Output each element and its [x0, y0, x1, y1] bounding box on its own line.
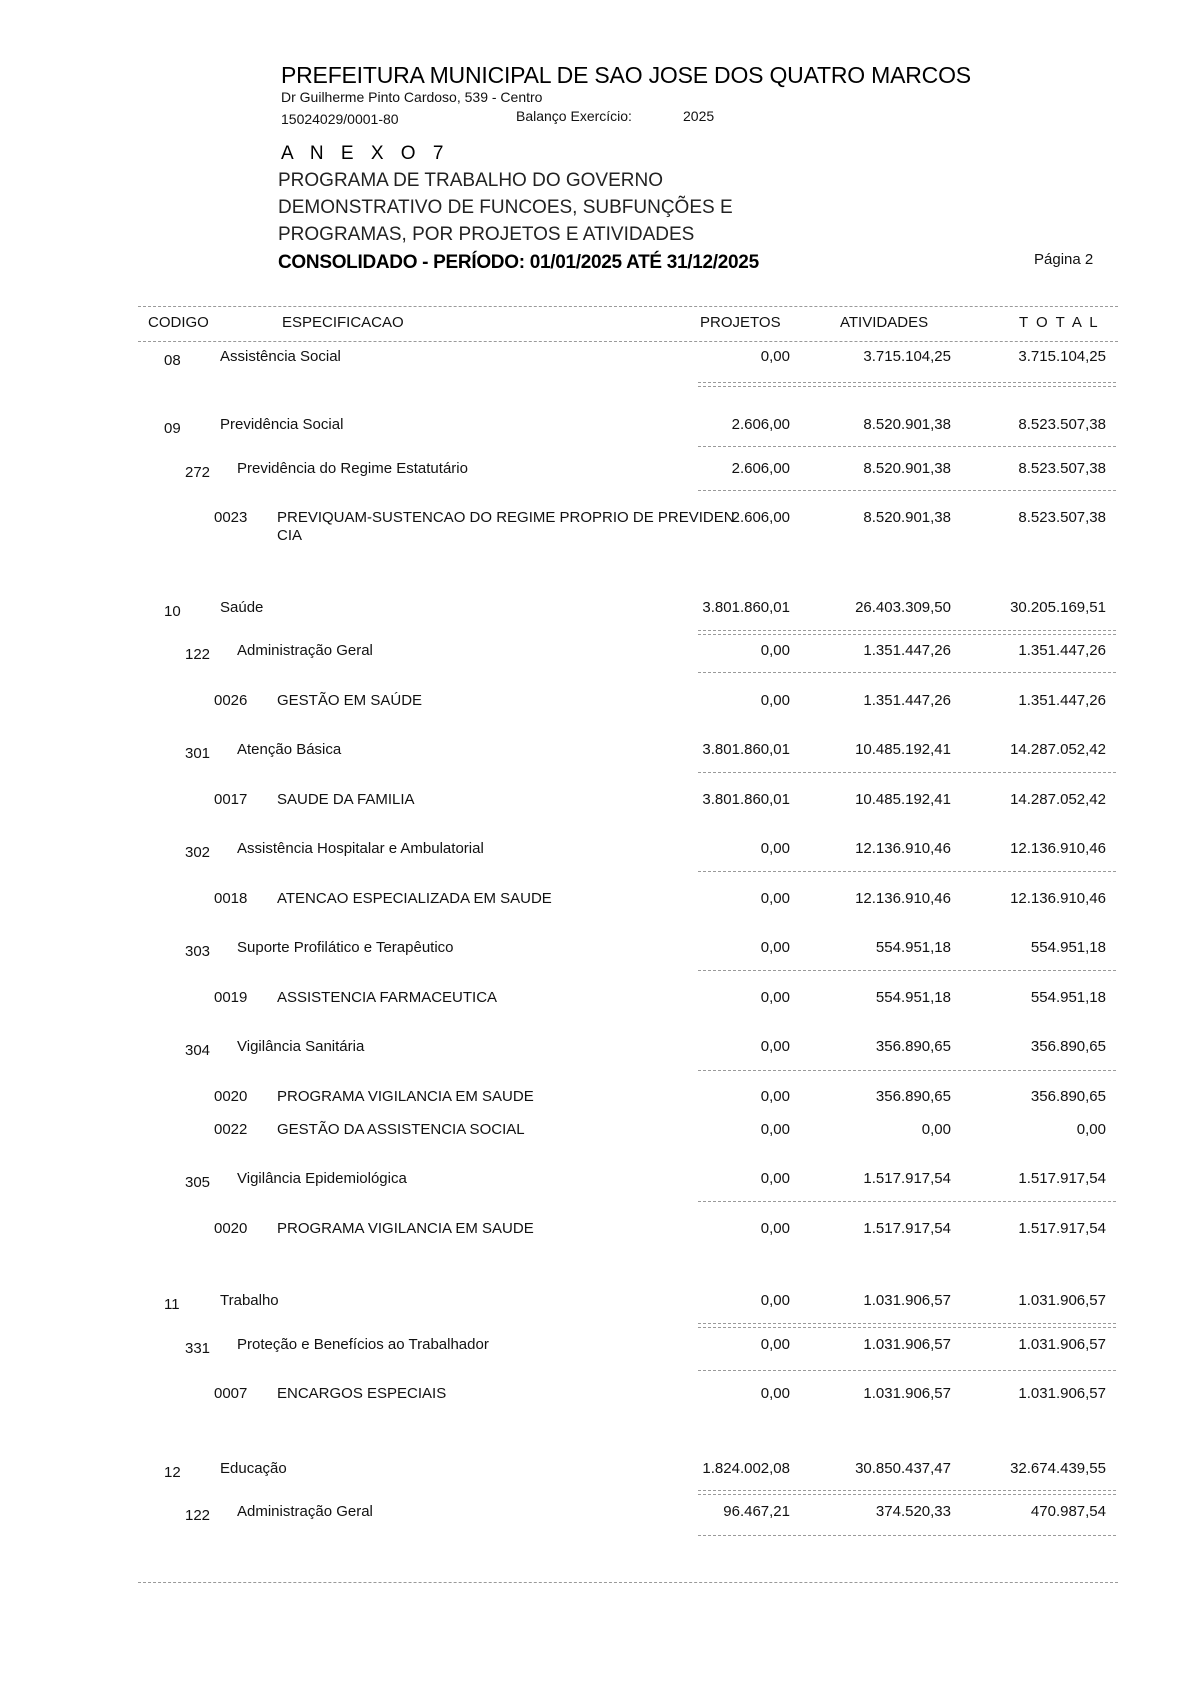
- row-projects-value: 0,00: [760, 348, 790, 365]
- row-code: 0020: [214, 1088, 248, 1105]
- row-activities-value: 3.715.104,25: [863, 348, 951, 365]
- row-activities-value: 554.951,18: [875, 989, 951, 1006]
- row-activities-value: 1.031.906,57: [863, 1292, 951, 1309]
- row-projects-value: 0,00: [760, 1385, 790, 1402]
- balance-label: Balanço Exercício:: [516, 108, 632, 124]
- org-cnpj: 15024029/0001-80: [281, 111, 399, 127]
- row-projects-value: 0,00: [760, 642, 790, 659]
- row-divider: [698, 970, 1116, 971]
- row-activities-value: 0,00: [921, 1121, 951, 1138]
- row-total-value: 8.523.507,38: [1018, 509, 1106, 526]
- row-total-value: 12.136.910,46: [1010, 840, 1106, 857]
- row-description: PREVIQUAM-SUSTENCAO DO REGIME PROPRIO DE PREVIDEN: [277, 509, 735, 526]
- row-total-value: 30.205.169,51: [1010, 599, 1106, 616]
- row-total-value: 1.031.906,57: [1018, 1385, 1106, 1402]
- row-projects-value: 3.801.860,01: [702, 741, 790, 758]
- row-activities-value: 8.520.901,38: [863, 416, 951, 433]
- row-description: Proteção e Benefícios ao Trabalhador: [237, 1336, 489, 1353]
- row-code: 305: [185, 1174, 211, 1191]
- row-divider: [698, 490, 1116, 491]
- balance-year: 2025: [683, 108, 715, 124]
- row-total-value: 470.987,54: [1030, 1503, 1106, 1520]
- row-description: Educação: [220, 1460, 287, 1477]
- row-activities-value: 10.485.192,41: [855, 791, 951, 808]
- row-divider: [698, 1535, 1116, 1536]
- row-total-value: 32.674.439,55: [1010, 1460, 1106, 1477]
- row-activities-value: 8.520.901,38: [863, 460, 951, 477]
- col-header-projects: PROJETOS: [700, 314, 781, 331]
- subtitle-line-1: PROGRAMA DE TRABALHO DO GOVERNO: [278, 170, 664, 191]
- row-activities-value: 356.890,65: [875, 1038, 951, 1055]
- row-divider: [698, 772, 1116, 773]
- row-description: Assistência Hospitalar e Ambulatorial: [237, 840, 484, 857]
- row-total-value: 1.517.917,54: [1018, 1220, 1106, 1237]
- row-projects-value: 0,00: [760, 1220, 790, 1237]
- row-activities-value: 1.031.906,57: [863, 1336, 951, 1353]
- row-total-value: 554.951,18: [1030, 939, 1106, 956]
- row-projects-value: 2.606,00: [731, 509, 790, 526]
- row-code: 0022: [214, 1121, 248, 1138]
- row-activities-value: 1.517.917,54: [863, 1170, 951, 1187]
- col-header-code: CODIGO: [148, 314, 209, 331]
- row-projects-value: 1.824.002,08: [702, 1460, 790, 1477]
- row-projects-value: 96.467,21: [723, 1503, 790, 1520]
- row-activities-value: 356.890,65: [875, 1088, 951, 1105]
- row-total-value: 8.523.507,38: [1018, 460, 1106, 477]
- row-code: 331: [185, 1340, 211, 1357]
- row-projects-value: 0,00: [760, 692, 790, 709]
- row-description: Previdência do Regime Estatutário: [237, 460, 468, 477]
- row-divider: [698, 1323, 1116, 1324]
- col-header-total: T O T A L: [1019, 314, 1100, 331]
- row-activities-value: 1.517.917,54: [863, 1220, 951, 1237]
- row-description: ATENCAO ESPECIALIZADA EM SAUDE: [277, 890, 552, 907]
- row-divider-double: [698, 634, 1116, 635]
- row-total-value: 356.890,65: [1030, 1038, 1106, 1055]
- footer-divider: [138, 1582, 1118, 1583]
- row-projects-value: 2.606,00: [731, 460, 790, 477]
- row-description: ENCARGOS ESPECIAIS: [277, 1385, 447, 1402]
- col-header-activities: ATIVIDADES: [840, 314, 929, 331]
- row-projects-value: 0,00: [760, 1121, 790, 1138]
- row-description-cont: CIA: [277, 527, 303, 544]
- col-header-spec: ESPECIFICACAO: [282, 314, 404, 331]
- row-total-value: 3.715.104,25: [1018, 348, 1106, 365]
- row-projects-value: 0,00: [760, 840, 790, 857]
- row-projects-value: 3.801.860,01: [702, 599, 790, 616]
- row-activities-value: 1.031.906,57: [863, 1385, 951, 1402]
- row-total-value: 8.523.507,38: [1018, 416, 1106, 433]
- row-divider-double: [698, 386, 1116, 387]
- row-total-value: 1.351.447,26: [1018, 642, 1106, 659]
- row-divider: [698, 1070, 1116, 1071]
- row-divider: [698, 871, 1116, 872]
- row-projects-value: 0,00: [760, 1292, 790, 1309]
- row-activities-value: 12.136.910,46: [855, 840, 951, 857]
- row-total-value: 356.890,65: [1030, 1088, 1106, 1105]
- row-divider: [698, 1490, 1116, 1491]
- annex-title: A N E X O 7: [281, 143, 450, 164]
- row-description: GESTÃO DA ASSISTENCIA SOCIAL: [277, 1121, 525, 1138]
- header-top-divider: [138, 306, 1118, 307]
- row-description: ASSISTENCIA FARMACEUTICA: [277, 989, 498, 1006]
- row-activities-value: 26.403.309,50: [855, 599, 951, 616]
- row-total-value: 1.351.447,26: [1018, 692, 1106, 709]
- row-activities-value: 1.351.447,26: [863, 692, 951, 709]
- row-code: 09: [164, 420, 181, 437]
- row-activities-value: 10.485.192,41: [855, 741, 951, 758]
- row-description: GESTÃO EM SAÚDE: [277, 692, 423, 709]
- row-projects-value: 0,00: [760, 989, 790, 1006]
- row-total-value: 554.951,18: [1030, 989, 1106, 1006]
- row-description: Suporte Profilático e Terapêutico: [237, 939, 454, 956]
- row-code: 301: [185, 745, 211, 762]
- org-address: Dr Guilherme Pinto Cardoso, 539 - Centro: [281, 89, 543, 105]
- row-total-value: 1.517.917,54: [1018, 1170, 1106, 1187]
- row-code: 10: [164, 603, 181, 620]
- row-activities-value: 1.351.447,26: [863, 642, 951, 659]
- row-divider: [698, 672, 1116, 673]
- row-projects-value: 0,00: [760, 939, 790, 956]
- row-divider: [698, 446, 1116, 447]
- row-code: 122: [185, 1507, 211, 1524]
- row-divider-double: [698, 1327, 1116, 1328]
- row-code: 0007: [214, 1385, 248, 1402]
- row-description: Assistência Social: [220, 348, 341, 365]
- row-projects-value: 0,00: [760, 890, 790, 907]
- row-projects-value: 0,00: [760, 1038, 790, 1055]
- row-activities-value: 30.850.437,47: [855, 1460, 951, 1477]
- row-description: Previdência Social: [220, 416, 344, 433]
- row-description: Vigilância Sanitária: [237, 1038, 365, 1055]
- row-total-value: 0,00: [1076, 1121, 1106, 1138]
- subtitle-line-2: DEMONSTRATIVO DE FUNCOES, SUBFUNÇÕES E: [278, 197, 733, 218]
- row-total-value: 12.136.910,46: [1010, 890, 1106, 907]
- row-code: 12: [164, 1464, 181, 1481]
- row-code: 0018: [214, 890, 248, 907]
- row-code: 11: [164, 1296, 180, 1313]
- row-description: PROGRAMA VIGILANCIA EM SAUDE: [277, 1220, 534, 1237]
- row-projects-value: 2.606,00: [731, 416, 790, 433]
- row-code: 122: [185, 646, 211, 663]
- row-projects-value: 3.801.860,01: [702, 791, 790, 808]
- row-divider: [698, 630, 1116, 631]
- row-code: 302: [185, 844, 211, 861]
- row-description: Trabalho: [220, 1292, 279, 1309]
- row-code: 0019: [214, 989, 248, 1006]
- row-activities-value: 8.520.901,38: [863, 509, 951, 526]
- row-divider: [698, 1201, 1116, 1202]
- row-description: Atenção Básica: [237, 741, 342, 758]
- row-projects-value: 0,00: [760, 1336, 790, 1353]
- row-divider: [698, 1370, 1116, 1371]
- row-code: 303: [185, 943, 211, 960]
- row-activities-value: 12.136.910,46: [855, 890, 951, 907]
- row-total-value: 14.287.052,42: [1010, 741, 1106, 758]
- row-description: Administração Geral: [237, 642, 373, 659]
- row-description: Vigilância Epidemiológica: [237, 1170, 407, 1187]
- row-activities-value: 374.520,33: [875, 1503, 951, 1520]
- row-total-value: 1.031.906,57: [1018, 1292, 1106, 1309]
- row-description: SAUDE DA FAMILIA: [277, 791, 415, 808]
- row-code: 0026: [214, 692, 248, 709]
- row-code: 0020: [214, 1220, 248, 1237]
- row-description: Administração Geral: [237, 1503, 373, 1520]
- row-projects-value: 0,00: [760, 1088, 790, 1105]
- row-code: 272: [185, 464, 211, 481]
- row-total-value: 14.287.052,42: [1010, 791, 1106, 808]
- row-total-value: 1.031.906,57: [1018, 1336, 1106, 1353]
- page-number: Página 2: [1034, 251, 1094, 268]
- row-code: 304: [185, 1042, 211, 1059]
- row-code: 0023: [214, 509, 248, 526]
- consolidated-period: CONSOLIDADO - PERÍODO: 01/01/2025 ATÉ 31/12/2025: [278, 252, 759, 273]
- row-activities-value: 554.951,18: [875, 939, 951, 956]
- row-projects-value: 0,00: [760, 1170, 790, 1187]
- row-code: 08: [164, 352, 181, 369]
- row-description: Saúde: [220, 599, 264, 616]
- org-name: PREFEITURA MUNICIPAL DE SAO JOSE DOS QUATRO MARCOS: [281, 62, 971, 88]
- row-divider-double: [698, 1494, 1116, 1495]
- row-description: PROGRAMA VIGILANCIA EM SAUDE: [277, 1088, 534, 1105]
- subtitle-line-3: PROGRAMAS, POR PROJETOS E ATIVIDADES: [278, 224, 695, 245]
- header-bottom-divider: [138, 341, 1118, 342]
- row-divider: [698, 382, 1116, 383]
- row-code: 0017: [214, 791, 248, 808]
